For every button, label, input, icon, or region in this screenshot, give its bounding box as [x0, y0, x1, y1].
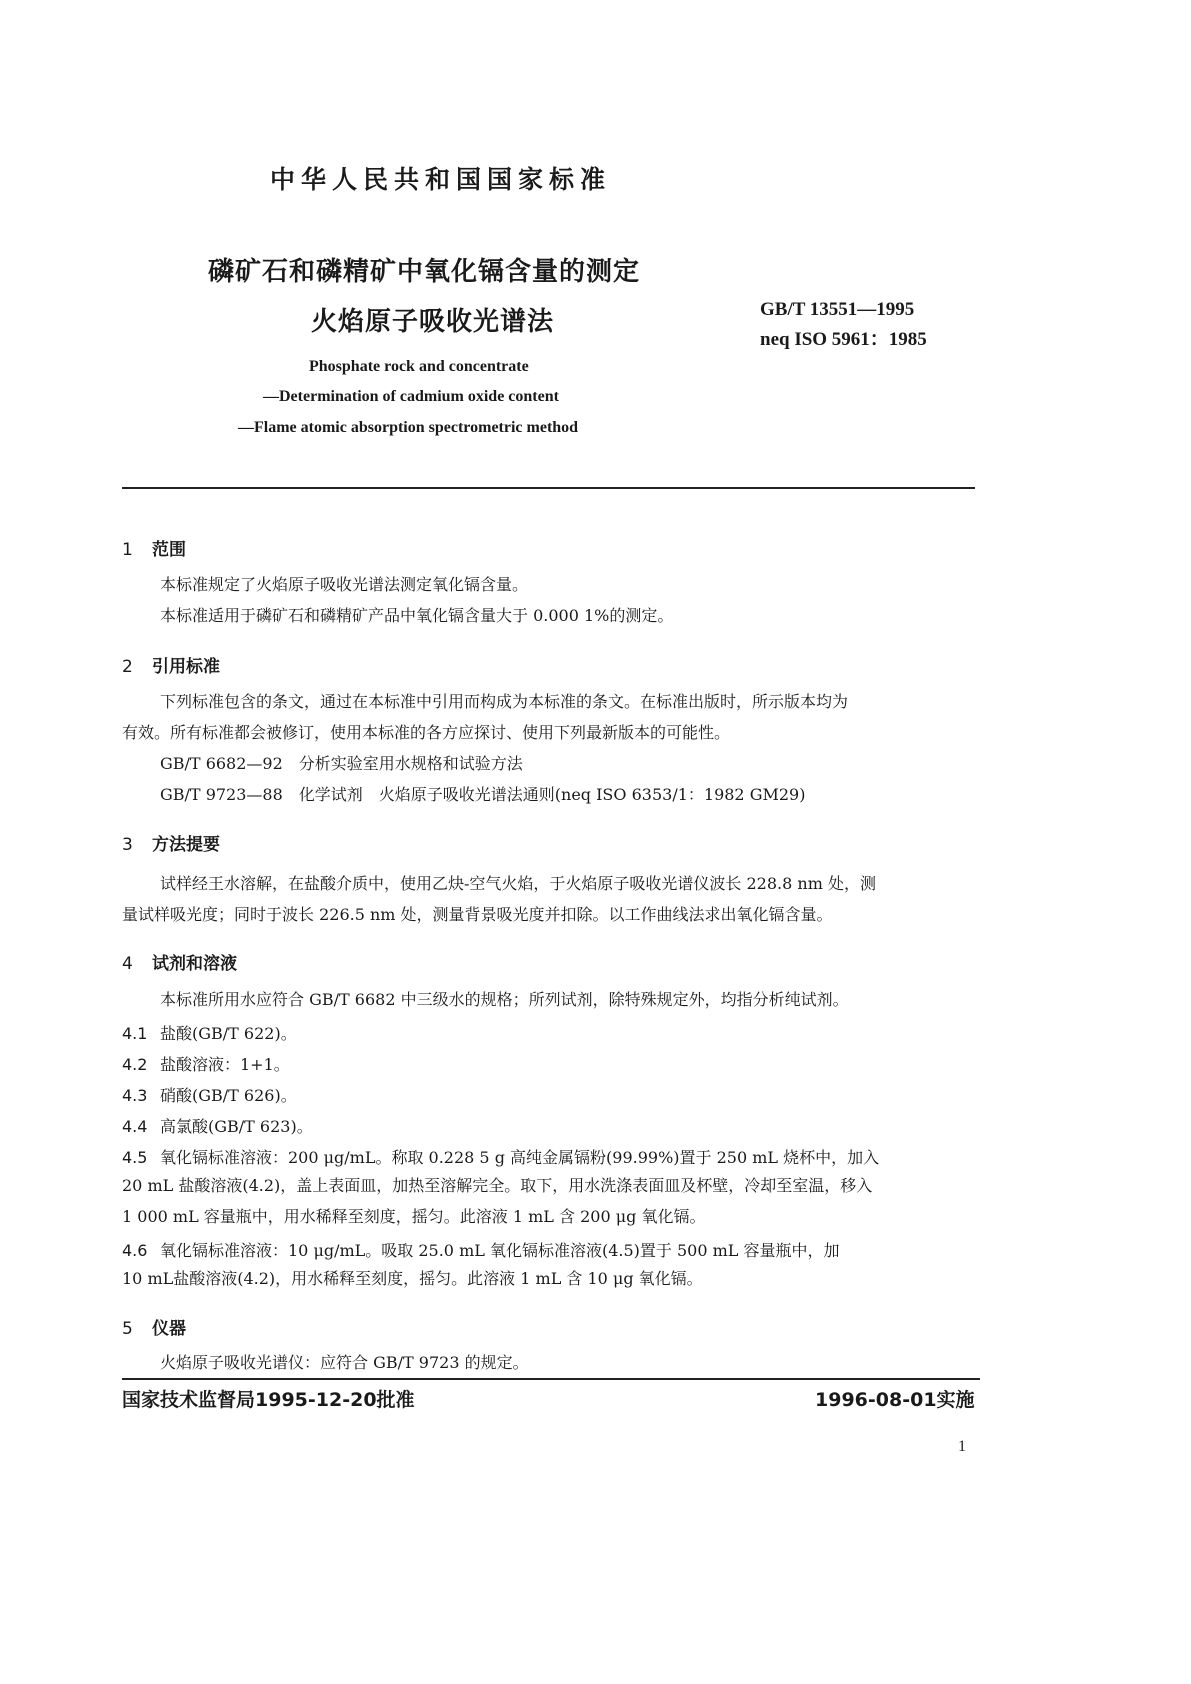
- clause-text: 盐酸溶液：1+1。: [160, 1055, 290, 1074]
- approval-date: 国家技术监督局1995-12-20批准: [122, 1389, 415, 1411]
- section-1-heading: [122, 535, 186, 560]
- section-number: 5: [122, 1319, 133, 1339]
- header-divider: [122, 487, 975, 489]
- equivalent-iso-code: neq ISO 5961：1985: [760, 329, 927, 350]
- clause-number: 4.1: [122, 1024, 148, 1043]
- section-2-heading: [122, 652, 220, 677]
- paragraph: 10 mL盐酸溶液(4.2)，用水稀释至刻度，摇匀。此溶液 1 mL 含 10 μg 氧化镉。: [122, 1269, 703, 1288]
- reference-item: GB/T 6682—92 分析实验室用水规格和试验方法: [160, 754, 523, 773]
- section-number: 3: [122, 835, 133, 855]
- paragraph: 试样经王水溶解，在盐酸介质中，使用乙炔-空气火焰，于火焰原子吸收光谱仪波长 228.8 nm 处，测: [160, 874, 876, 893]
- standard-code: GB/T 13551—1995: [760, 299, 915, 320]
- title-en-line3: —Flame atomic absorption spectrometric method: [238, 419, 579, 436]
- section-number: 2: [122, 657, 133, 677]
- title-cn-line2: 火焰原子吸收光谱法: [311, 307, 555, 337]
- section-title: 仪器: [152, 1319, 186, 1339]
- footer-divider: [122, 1378, 980, 1380]
- subclause-4-5: [122, 1145, 879, 1168]
- section-title: 方法提要: [152, 835, 220, 855]
- clause-number: 4.5: [122, 1148, 148, 1167]
- clause-number: 4.6: [122, 1241, 148, 1260]
- section-5-heading: [122, 1314, 186, 1339]
- paragraph: 本标准所用水应符合 GB/T 6682 中三级水的规格；所列试剂，除特殊规定外，均指分析纯试剂。: [160, 990, 849, 1009]
- title-en-line1: Phosphate rock and concentrate: [309, 358, 529, 375]
- paragraph: 本标准规定了火焰原子吸收光谱法测定氧化镉含量。: [160, 575, 529, 594]
- subclause-4-2: [122, 1052, 290, 1075]
- paragraph: 20 mL 盐酸溶液(4.2)，盖上表面皿，加热至溶解完全。取下，用水洗涤表面皿及杯壁，冷却至室温，移入: [122, 1176, 873, 1195]
- reference-item: GB/T 9723—88 化学试剂 火焰原子吸收光谱法通则(neq ISO 6353/1：1982 GM29): [160, 785, 806, 804]
- subclause-4-3: [122, 1083, 297, 1106]
- paragraph: 有效。所有标准都会被修订，使用本标准的各方应探讨、使用下列最新版本的可能性。: [122, 723, 731, 742]
- section-title: 范围: [152, 540, 186, 560]
- clause-text: 盐酸(GB/T 622)。: [160, 1024, 297, 1043]
- section-4-heading: [122, 949, 237, 974]
- section-3-heading: [122, 830, 220, 855]
- standard-code-block: [760, 295, 927, 355]
- title-en-line2: —Determination of cadmium oxide content: [263, 388, 559, 405]
- section-title: 引用标准: [152, 657, 220, 677]
- clause-text: 硝酸(GB/T 626)。: [160, 1086, 297, 1105]
- subclause-4-6: [122, 1238, 839, 1261]
- clause-number: 4.3: [122, 1086, 148, 1105]
- clause-number: 4.2: [122, 1055, 148, 1074]
- clause-text: 氧化镉标准溶液：10 μg/mL。吸取 25.0 mL 氧化镉标准溶液(4.5)置于 500 mL 容量瓶中，加: [160, 1241, 840, 1260]
- title-cn-line1: 磷矿石和磷精矿中氧化镉含量的测定: [208, 257, 641, 287]
- paragraph: 下列标准包含的条文，通过在本标准中引用而构成为本标准的条文。在标准出版时，所示版本均为: [160, 692, 849, 711]
- paragraph: 1 000 mL 容量瓶中，用水稀释至刻度，摇匀。此溶液 1 mL 含 200 μg 氧化镉。: [122, 1207, 706, 1226]
- implementation-date: 1996-08-01实施: [815, 1389, 975, 1411]
- paragraph: 本标准适用于磷矿石和磷精矿产品中氧化镉含量大于 0.000 1%的测定。: [160, 606, 674, 625]
- clause-text: 氧化镉标准溶液：200 μg/mL。称取 0.228 5 g 高纯金属镉粉(99.99%)置于 250 mL 烧杯中，加入: [160, 1148, 880, 1167]
- clause-text: 高氯酸(GB/T 623)。: [160, 1117, 313, 1136]
- section-title: 试剂和溶液: [152, 954, 237, 974]
- section-number: 1: [122, 540, 133, 560]
- national-standard-heading: 中华人民共和国国家标准: [270, 165, 612, 194]
- clause-number: 4.4: [122, 1117, 148, 1136]
- paragraph: 量试样吸光度；同时于波长 226.5 nm 处，测量背景吸光度并扣除。以工作曲线法求出氧化镉含量。: [122, 905, 833, 924]
- section-number: 4: [122, 954, 133, 974]
- subclause-4-4: [122, 1114, 313, 1137]
- subclause-4-1: [122, 1021, 297, 1044]
- page-number: 1: [958, 1438, 966, 1455]
- paragraph: 火焰原子吸收光谱仪：应符合 GB/T 9723 的规定。: [160, 1353, 529, 1372]
